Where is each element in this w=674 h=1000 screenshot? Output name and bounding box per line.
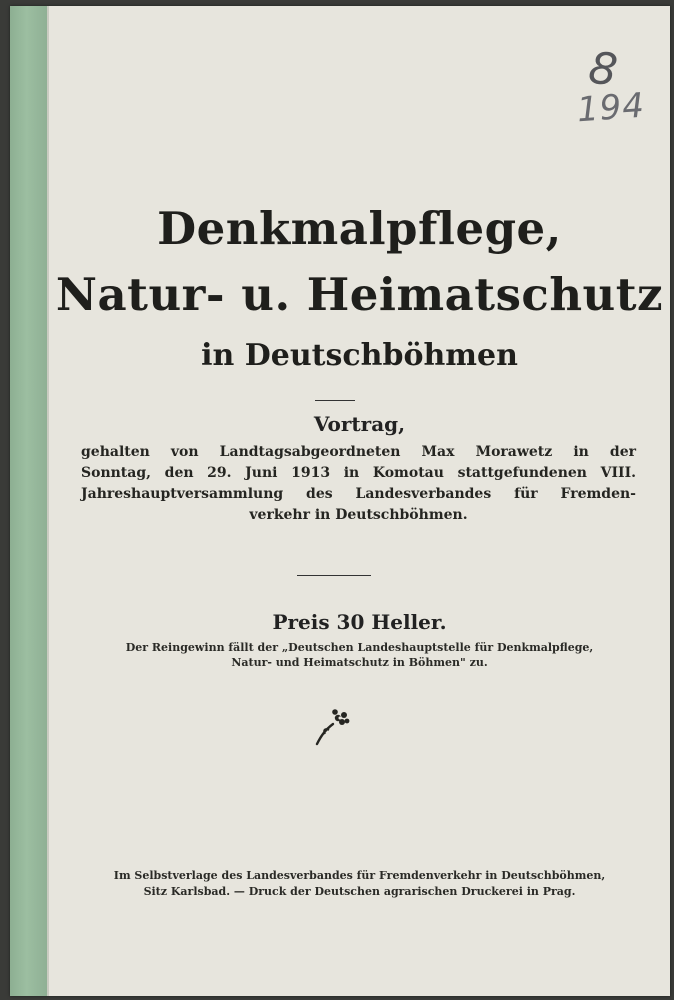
price-note-line: Der Reingewinn fällt der „Deutschen Landeshauptstelle für Denkmalpflege,	[125, 641, 594, 654]
title-line-2: Natur- u. Heimatschutz	[55, 268, 664, 321]
imprint	[69, 868, 650, 900]
pencil-catalog-number: 194	[575, 85, 647, 131]
imprint-line: Im Selbstverlage des Landesverbandes für Fremdenverkehr in Deutschböhmen,	[113, 869, 606, 882]
lecture-heading: Vortrag,	[313, 412, 406, 436]
lecture-line: gehalten von Landtagsabgeordneten Max Morawetz in der	[81, 444, 636, 460]
price-heading: Preis 30 Heller.	[272, 610, 447, 634]
lecture-line: Sonntag, den 29. Juni 1913 in Komotau stattgefundenen VIII.	[81, 465, 636, 481]
price-note-line: Natur- und Heimatschutz in Böhmen" zu.	[231, 656, 488, 669]
lecture-line: Jahreshauptversammlung des Landesverbandes für Fremden-	[81, 486, 636, 502]
price-note	[69, 640, 650, 670]
lecture-line: verkehr in Deutschböhmen.	[249, 507, 468, 523]
divider-rule	[315, 400, 355, 401]
cover-content	[49, 6, 670, 996]
pencil-mark: 8	[585, 42, 621, 97]
lecture-description	[81, 442, 636, 526]
title-line-1: Denkmalpflege,	[157, 202, 562, 255]
imprint-line: Sitz Karlsbad. — Druck der Deutschen agrarischen Druckerei in Prag.	[143, 885, 576, 898]
title-line-3: in Deutschböhmen	[201, 338, 518, 373]
binding-spine	[10, 6, 47, 996]
divider-rule	[297, 575, 371, 576]
flower-ornament-icon	[311, 706, 355, 750]
